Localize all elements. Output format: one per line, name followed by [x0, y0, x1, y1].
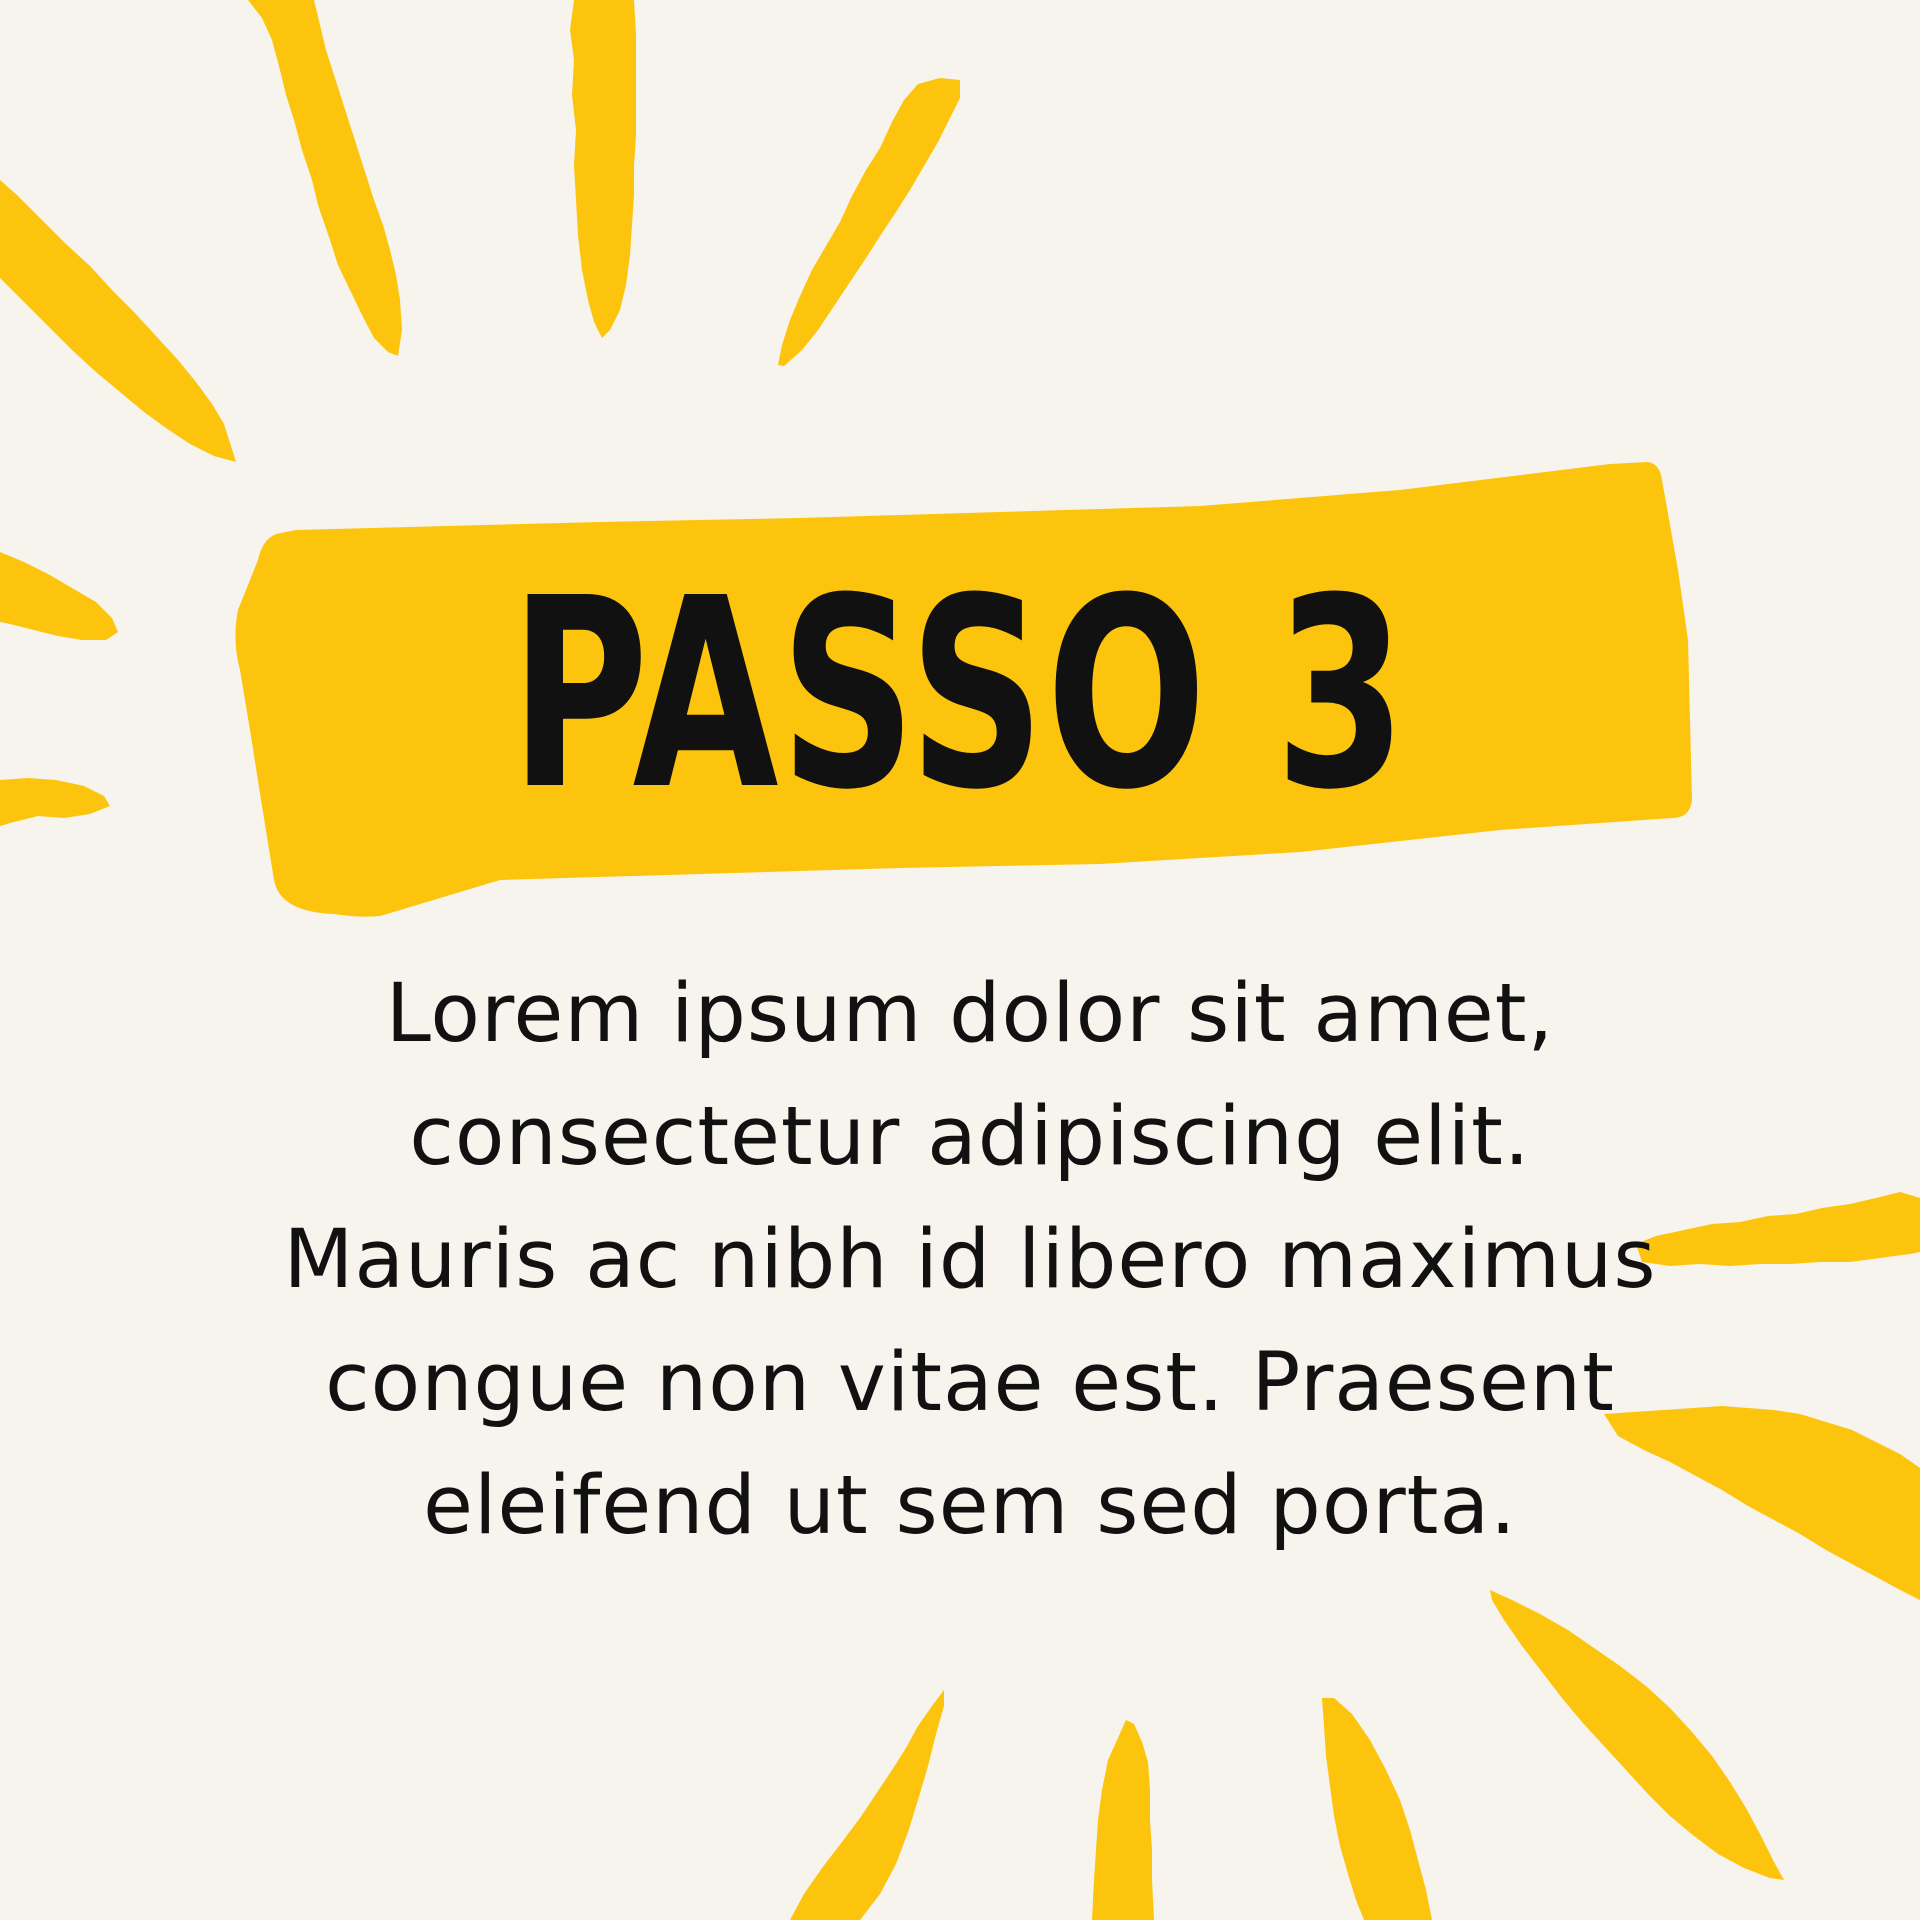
step-title: PASSO 3	[510, 542, 1408, 847]
body-paragraph: Lorem ipsum dolor sit amet, consectetur adipiscing elit. Mauris ac nibh id libero maximus congue non vitae est. Praesent eleifend ut sem sed porta.	[283, 967, 1657, 1553]
